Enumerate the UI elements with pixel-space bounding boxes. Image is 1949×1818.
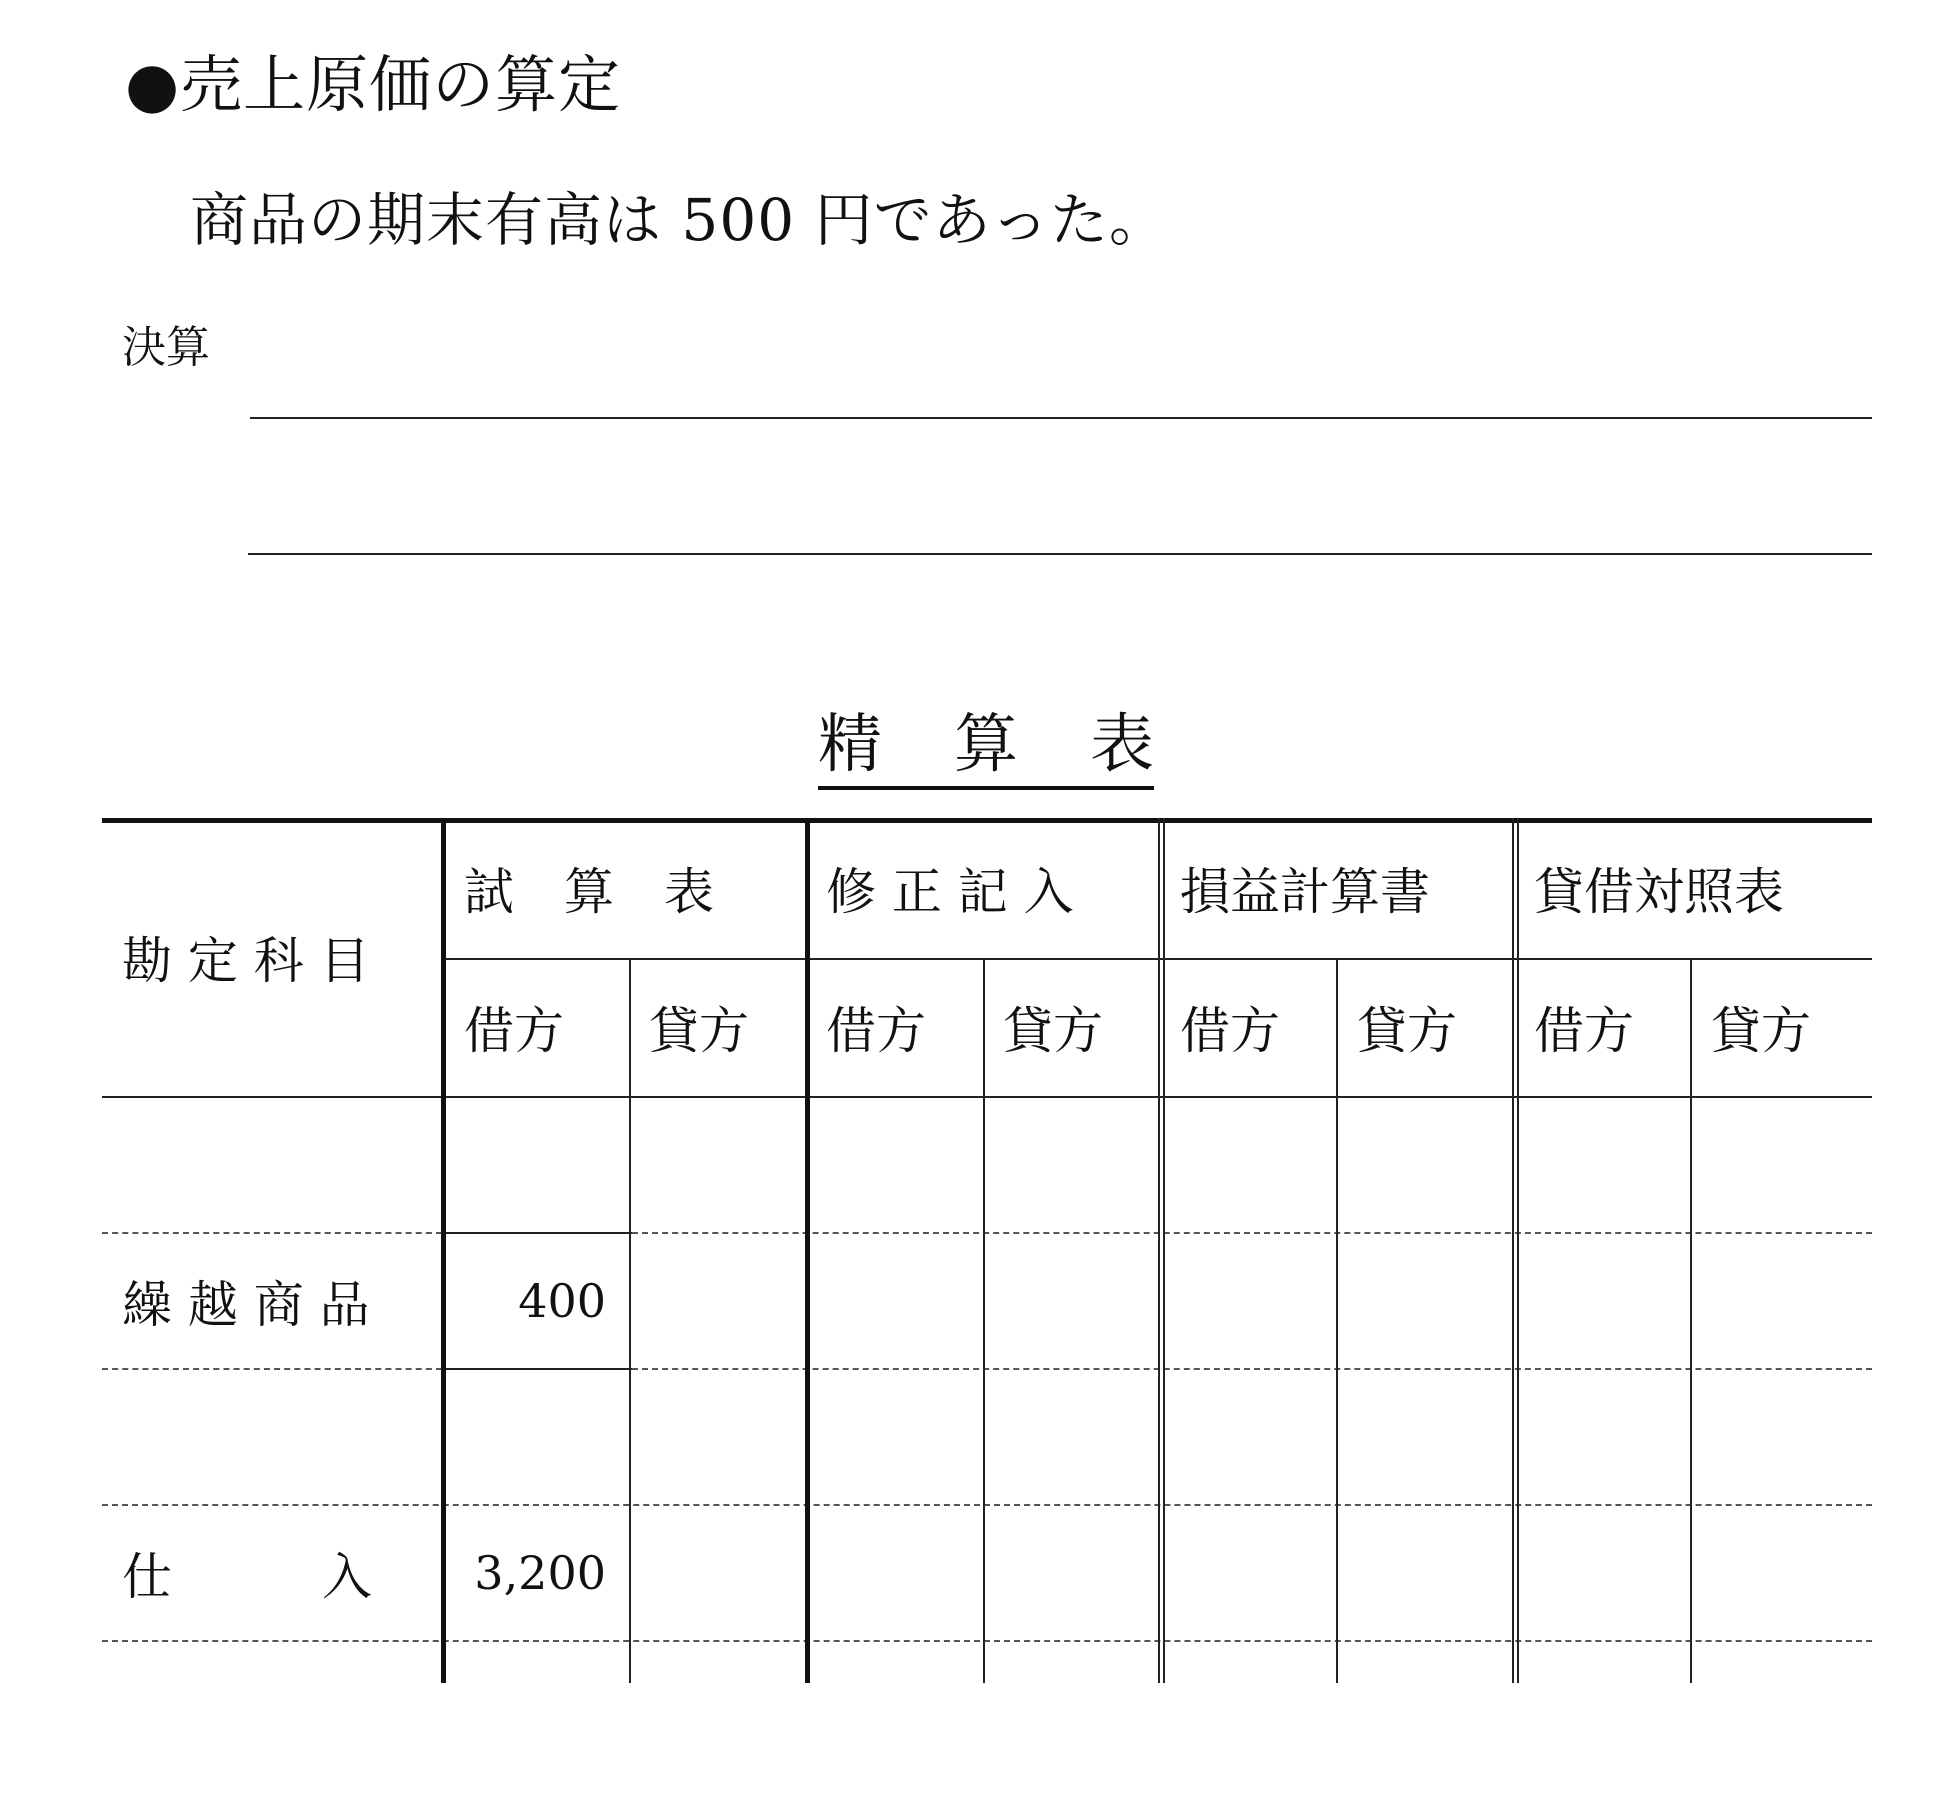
column-border — [1690, 958, 1692, 1683]
group-border — [1158, 818, 1165, 1683]
row-divider — [632, 1368, 1872, 1370]
trial-debit-cell-row-1[interactable] — [446, 1098, 606, 1232]
trial-debit-cell-row-2: 400 — [518, 1274, 606, 1328]
worksheet-title-char-3: 表 — [1090, 708, 1154, 782]
account-title-header: 勘 定 科 目 — [122, 932, 370, 990]
row-divider — [102, 1640, 1872, 1642]
column-border — [629, 958, 631, 1683]
account-cell-row-3[interactable] — [122, 1370, 422, 1504]
group-border — [805, 818, 810, 1683]
group-border — [1512, 818, 1519, 1683]
trial-debit-cell-row-4: 3,200 — [474, 1546, 606, 1600]
group-header-adjustments: 修 正 記 入 — [826, 863, 1074, 921]
debit-header-adjustments: 借方 — [826, 1002, 926, 1060]
debit-header-balance: 借方 — [1534, 1002, 1634, 1060]
problem-statement: 商品の期末有高は 500 円であった。 — [190, 186, 1168, 254]
account-cell-row-4: 仕 入 — [122, 1548, 372, 1606]
account-cell-row-1[interactable] — [122, 1098, 422, 1232]
credit-header-adjustments: 貸方 — [1003, 1002, 1103, 1060]
credit-header-income: 貸方 — [1357, 1002, 1457, 1060]
trial-debit-cell-row-3[interactable] — [446, 1370, 606, 1504]
account-cell-row-2: 繰 越 商 品 — [122, 1276, 370, 1334]
group-header-income-statement: 損益計算書 — [1180, 863, 1430, 921]
debit-header-income: 借方 — [1180, 1002, 1280, 1060]
group-header-trial-balance: 試 算 表 — [464, 863, 714, 921]
debit-header-trial: 借方 — [464, 1002, 564, 1060]
column-border — [983, 958, 985, 1683]
row-divider — [632, 1232, 1872, 1234]
credit-header-balance: 貸方 — [1711, 1002, 1811, 1060]
group-header-balance-sheet: 貸借対照表 — [1534, 863, 1784, 921]
entry-label: 決算 — [122, 322, 210, 373]
section-heading: ●売上原価の算定 — [125, 48, 622, 121]
worksheet-title-char-2: 算 — [954, 708, 1018, 782]
worksheet-title-char-1: 精 — [818, 708, 882, 782]
column-border — [1336, 958, 1338, 1683]
credit-header-trial: 貸方 — [649, 1002, 749, 1060]
